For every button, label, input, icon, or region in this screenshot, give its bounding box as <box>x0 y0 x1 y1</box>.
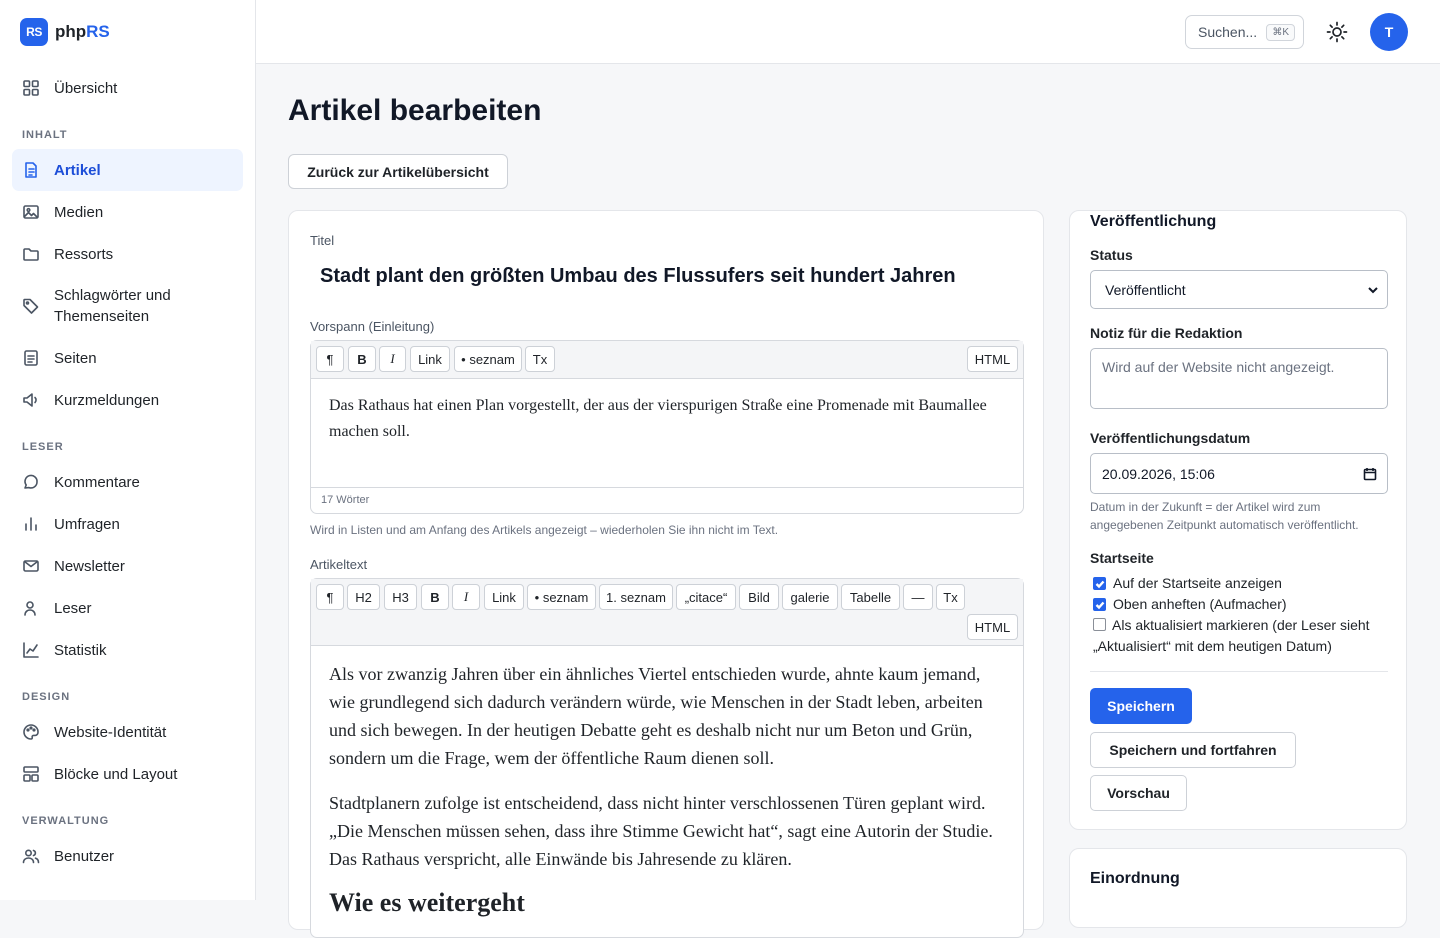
body-paragraph: Stadtplanern zufolge ist entscheidend, dass nicht hinter verschlossenen Türen geplant wird. „Die Menschen müssen sehen, dass ihre Stimme Gewicht hat“, sagt eine Autorin der Studie. Das Rathaus verspricht, alle Einwände bis Jahresende zu klären. <box>329 793 993 869</box>
publish-card <box>1069 210 1407 830</box>
sidebar-item-label: Kommentare <box>54 473 140 491</box>
sidebar-item-bloecke-layout[interactable] <box>12 753 243 795</box>
note-textarea[interactable]: Wird auf der Website nicht angezeigt. <box>1090 348 1388 409</box>
status-select[interactable] <box>1090 270 1388 309</box>
bullet-list-button[interactable]: • seznam <box>454 346 522 372</box>
sidebar-item-kurzmeldungen[interactable] <box>12 379 243 421</box>
lead-label: Vorspann (Einleitung) <box>310 319 435 334</box>
sidebar-item-artikel[interactable] <box>12 149 243 191</box>
body-toolbar <box>311 579 1023 646</box>
palette-icon <box>22 723 40 741</box>
italic-button[interactable]: I <box>452 584 480 610</box>
h3-button[interactable]: H3 <box>384 584 417 610</box>
sidebar-item-newsletter[interactable] <box>12 545 243 587</box>
checkbox-mark-updated[interactable] <box>1093 615 1393 657</box>
date-hint: Datum in der Zukunft = der Artikel wird zum angegebenen Zeitpunkt automatisch veröffentlicht. <box>1090 500 1359 532</box>
sidebar-item-label: Umfragen <box>54 515 120 533</box>
bullet-list-button[interactable]: • seznam <box>527 584 596 610</box>
title-label: Titel <box>310 233 335 248</box>
save-button[interactable]: Speichern <box>1090 688 1192 724</box>
checkbox-checked[interactable] <box>1093 577 1106 590</box>
paragraph-button[interactable]: ¶ <box>316 584 344 610</box>
folder-icon <box>22 245 40 263</box>
layout-icon <box>22 765 40 783</box>
sidebar-section-inhalt: INHALT <box>22 129 68 141</box>
home-label: Startseite <box>1090 550 1154 566</box>
sidebar-item-label: Newsletter <box>54 557 125 575</box>
paragraph-button[interactable]: ¶ <box>316 346 344 372</box>
sidebar-item-seiten[interactable] <box>12 337 243 379</box>
users-icon <box>22 847 40 865</box>
sidebar-item-website-identitaet[interactable] <box>12 711 243 753</box>
html-toggle-button[interactable]: HTML <box>967 346 1018 372</box>
sidebar-item-label: Artikel <box>54 161 101 179</box>
page-icon <box>22 349 40 367</box>
sidebar-item-kommentare[interactable] <box>12 461 243 503</box>
sidebar-item-medien[interactable] <box>12 191 243 233</box>
brand-name <box>55 22 110 42</box>
quote-button[interactable]: „citace“ <box>676 584 736 610</box>
sidebar <box>0 0 256 900</box>
numbered-list-button[interactable]: 1. seznam <box>599 584 673 610</box>
date-label: Veröffentlichungsdatum <box>1090 430 1251 446</box>
sidebar-item-label: Kurzmeldungen <box>54 391 160 409</box>
checkbox-label: Als aktualisiert markieren (der Leser sieht „Aktualisiert“ mit dem heutigen Datum) <box>1093 617 1370 654</box>
preview-button[interactable]: Vorschau <box>1090 775 1187 811</box>
link-button[interactable]: Link <box>410 346 450 372</box>
theme-toggle-button[interactable] <box>1326 21 1348 43</box>
sidebar-item-label: Website-Identität <box>54 723 167 741</box>
body-text-area[interactable] <box>311 646 1023 919</box>
sidebar-item-ressorts[interactable] <box>12 233 243 275</box>
sidebar-item-label: Seiten <box>54 349 97 367</box>
body-heading: Wie es weitergeht <box>329 888 525 917</box>
checkbox-label: Oben anheften (Aufmacher) <box>1113 596 1287 612</box>
poll-icon <box>22 515 40 533</box>
save-continue-button[interactable]: Speichern und fortfahren <box>1090 732 1296 768</box>
sidebar-item-label: Leser <box>54 599 92 617</box>
chart-icon <box>22 641 40 659</box>
page-title: Artikel bearbeiten <box>288 94 542 127</box>
checkbox-checked[interactable] <box>1093 598 1106 611</box>
checkbox-unchecked[interactable] <box>1093 618 1106 631</box>
status-label: Status <box>1090 247 1133 263</box>
search-placeholder: Suchen... <box>1198 24 1258 40</box>
h2-button[interactable]: H2 <box>347 584 380 610</box>
lead-help-text: Wird in Listen und am Anfang des Artikels angezeigt – wiederholen Sie ihn nicht im Text. <box>310 523 779 537</box>
sidebar-section-verwaltung: VERWALTUNG <box>22 815 110 827</box>
brand-name-prefix: php <box>55 22 87 41</box>
mail-icon <box>22 557 40 575</box>
date-value: 20.09.2026, 15:06 <box>1102 465 1215 482</box>
search-shortcut-badge: ⌘K <box>1266 24 1295 41</box>
clear-format-button[interactable]: Tx <box>936 584 965 610</box>
sidebar-item-uebersicht[interactable] <box>12 67 243 109</box>
body-label: Artikeltext <box>310 557 368 572</box>
check-icon <box>1095 600 1105 610</box>
tag-icon <box>22 297 40 315</box>
publish-title: Veröffentlichung <box>1090 213 1217 230</box>
body-editor <box>310 578 1024 938</box>
lead-toolbar <box>311 341 1023 379</box>
lead-word-count: 17 Wörter <box>311 487 1023 513</box>
checkbox-show-on-home[interactable] <box>1093 573 1282 594</box>
classification-card <box>1069 848 1407 928</box>
sun-icon <box>1326 21 1348 43</box>
megaphone-icon <box>22 391 40 409</box>
image-button[interactable]: Bild <box>739 584 779 610</box>
note-label: Notiz für die Redaktion <box>1090 325 1243 341</box>
sidebar-item-label: Übersicht <box>54 79 118 97</box>
sidebar-item-leser[interactable] <box>12 587 243 629</box>
bold-button[interactable]: B <box>348 346 376 372</box>
comment-icon <box>22 473 40 491</box>
brand-logo[interactable] <box>0 0 255 64</box>
italic-button[interactable]: I <box>379 346 406 372</box>
classification-title: Einordnung <box>1090 870 1180 887</box>
date-input[interactable] <box>1090 453 1388 494</box>
clear-format-button[interactable]: Tx <box>525 346 555 372</box>
checkbox-pin-top[interactable] <box>1093 594 1287 615</box>
sidebar-item-label: Schlagwörter und Themenseiten <box>54 287 171 325</box>
table-button[interactable]: Tabelle <box>841 584 900 610</box>
sidebar-item-benutzer[interactable] <box>12 835 243 877</box>
user-icon <box>22 599 40 617</box>
avatar[interactable]: T <box>1370 13 1408 51</box>
calendar-icon[interactable] <box>1363 467 1377 481</box>
gallery-button[interactable]: galerie <box>782 584 838 610</box>
sidebar-section-leser: LESER <box>22 441 64 453</box>
article-form-card <box>288 210 1044 930</box>
bold-button[interactable]: B <box>421 584 449 610</box>
body-paragraph: Als vor zwanzig Jahren über ein ähnliches Viertel entschieden wurde, ahnte kaum jemand, wie grundlegend sich dadurch verändern würde, wie Menschen in der Stadt leben, arbeiten und sich bewegen. In der heutigen Debatte geht es deshalb nicht nur um Beton und Grün, sondern um die Frage, wem der öffentliche Raum dienen soll. <box>329 664 983 768</box>
check-icon <box>1095 579 1105 589</box>
sidebar-item-umfragen[interactable] <box>12 503 243 545</box>
chevron-down-icon <box>1367 284 1379 296</box>
sidebar-item-label: Ressorts <box>54 245 114 263</box>
html-toggle-button[interactable]: HTML <box>967 614 1018 640</box>
image-icon <box>22 203 40 221</box>
sidebar-item-statistik[interactable] <box>12 629 243 671</box>
sidebar-item-label: Benutzer <box>54 847 115 865</box>
sidebar-item-label: Blöcke und Layout <box>54 765 178 783</box>
search-button[interactable] <box>1185 15 1304 49</box>
title-input[interactable]: Stadt plant den größten Umbau des Flussufers seit hundert Jahren <box>320 265 956 287</box>
link-button[interactable]: Link <box>484 584 524 610</box>
sidebar-item-schlagwoerter[interactable] <box>12 275 243 337</box>
lead-editor <box>310 340 1024 514</box>
brand-badge: RS <box>20 18 48 46</box>
brand-name-accent: RS <box>86 22 110 41</box>
status-value: Veröffentlicht <box>1105 281 1186 298</box>
sidebar-item-label: Medien <box>54 203 104 221</box>
checkbox-label: Auf der Startseite anzeigen <box>1113 575 1282 591</box>
document-icon <box>22 161 40 179</box>
divider <box>1090 671 1388 672</box>
grid-icon <box>22 79 40 97</box>
top-bar <box>256 0 1440 64</box>
sidebar-section-design: DESIGN <box>22 691 71 703</box>
sidebar-item-label: Statistik <box>54 641 107 659</box>
back-to-articles-button[interactable]: Zurück zur Artikelübersicht <box>288 154 508 189</box>
lead-text-area[interactable]: Das Rathaus hat einen Plan vorgestellt, der aus der vierspurigen Straße eine Promenade mit Baumallee machen soll. <box>329 397 987 440</box>
divider-button[interactable]: — <box>903 584 933 610</box>
